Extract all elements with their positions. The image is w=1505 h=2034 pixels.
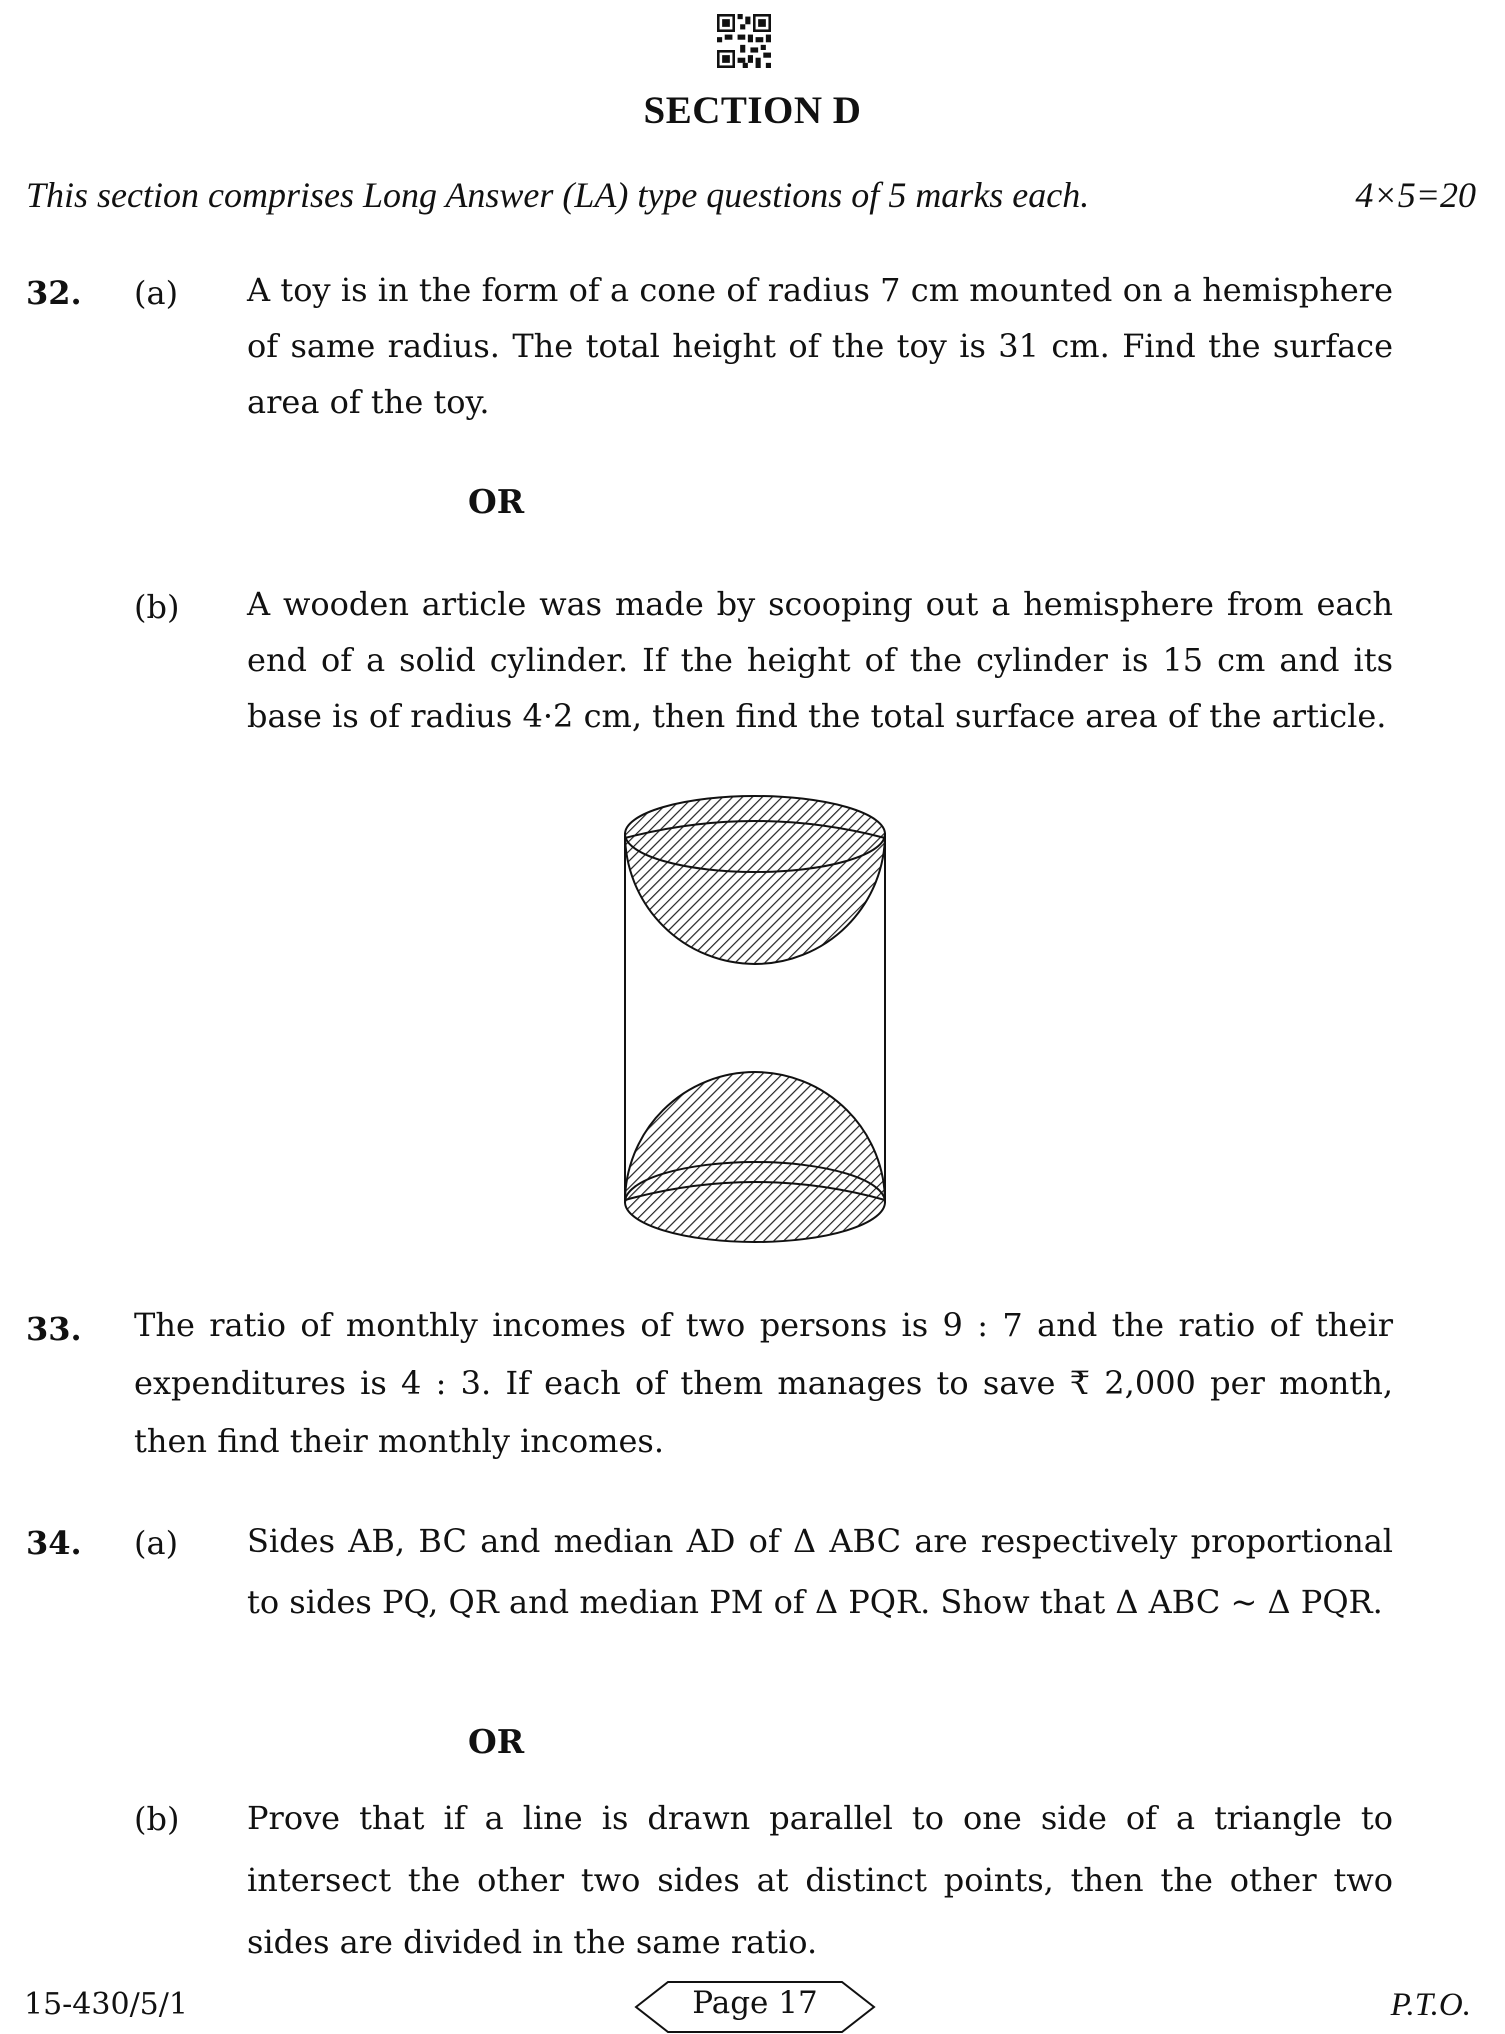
question-number: 32. [26,274,82,312]
question-number: 34. [26,1524,82,1562]
pto-label: P.T.O. [1390,1987,1471,2023]
question-text: A wooden article was made by scooping out a hemisphere from each end of a solid cylinder. If the height of the cylinder is 15 cm and its base is of radius 4·2 cm, then find the total surface area of the article. [247,585,1393,735]
question-text: The ratio of monthly incomes of two persons is 9 : 7 and the ratio of their expenditures is 4 : 3. If each of them manages to save ₹ 2,000 per month, then find their monthly incomes. [134,1306,1393,1460]
or-separator: OR [468,482,525,521]
paper-code: 15-430/5/1 [24,1987,188,2022]
section-instructions: This section comprises Long Answer (LA) type questions of 5 marks each. [26,175,1090,215]
or-separator: OR [468,1722,525,1761]
part-label: (b) [134,1800,180,1838]
marks-scheme: 4×5=20 [1355,175,1476,215]
section-title: SECTION D [643,89,862,132]
part-label: (a) [134,1524,179,1562]
question-number: 33. [26,1310,82,1348]
part-label: (a) [134,274,179,312]
question-text: A toy is in the form of a cone of radius 7 cm mounted on a hemisphere of same radius. The total height of the toy is 31 cm. Find the surface area of the toy. [247,271,1393,421]
page-number: Page 17 [692,1985,818,2021]
scooped-cylinder-figure [620,790,890,1252]
qr-code-icon [717,14,771,68]
question-text: Sides AB, BC and median AD of Δ ABC are respectively proportional to sides PQ, QR and median PM of Δ PQR. Show that Δ ABC ~ Δ PQR. [247,1522,1393,1621]
part-label: (b) [134,588,180,626]
question-text: Prove that if a line is drawn parallel to one side of a triangle to intersect the other two sides at distinct points, then the other two sides are divided in the same ratio. [247,1799,1393,1961]
